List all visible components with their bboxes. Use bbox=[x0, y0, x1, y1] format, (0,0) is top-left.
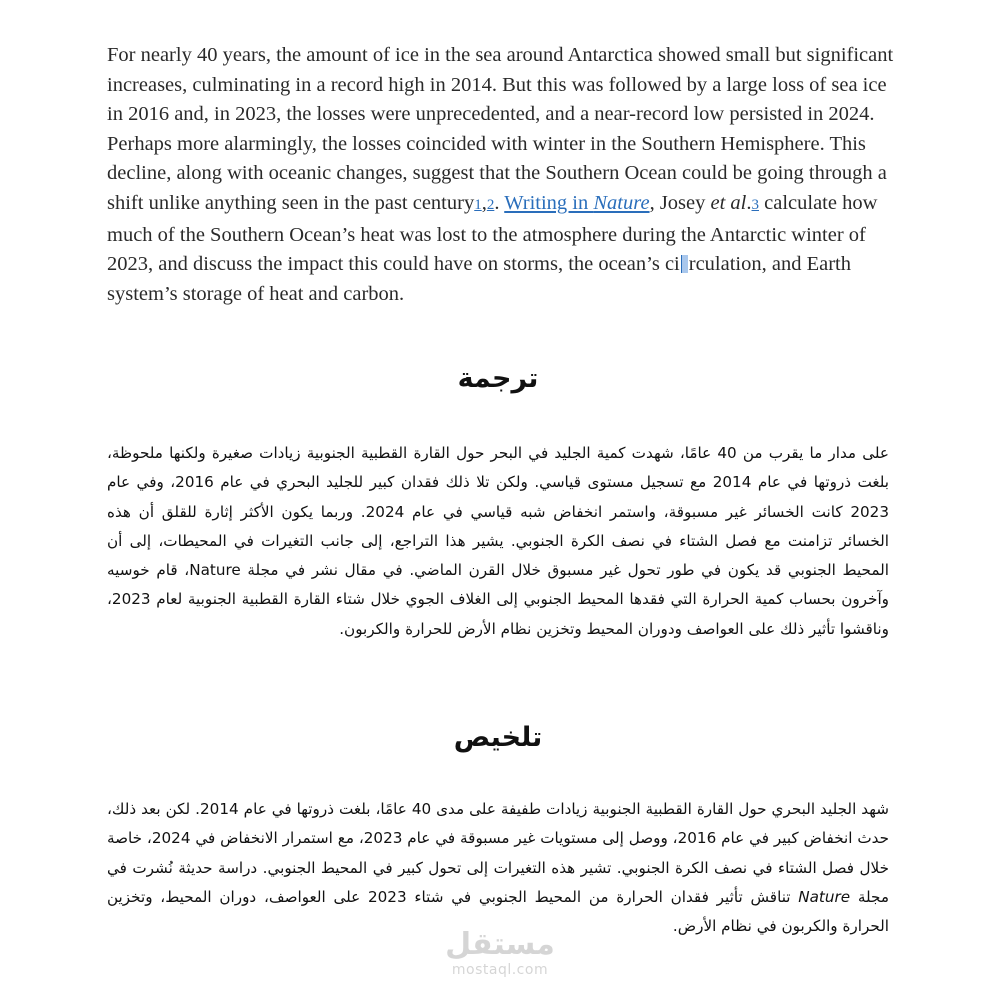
link-journal-name: Nature bbox=[593, 191, 650, 214]
english-text: , Josey bbox=[649, 191, 711, 214]
summary-text: شهد الجليد البحري حول القارة القطبية الجنوبية زيادات طفيفة على مدى 40 عامًا، بلغت ذروتها في عام 2014. لكن بعد ذلك، حدث انخفاض كبير في عام 2016، ووصل إلى مستويات غير مسبوقة في عام 2023، مع استمرار الانخفاض في 2024، خاصة خلال فصل الشتاء في نصف الكرة الجنوبي. تشير هذه التغيرات إلى تحول كبير في المحيط الجنوبي. دراسة حديثة نُشرت في مجلة bbox=[107, 800, 889, 906]
journal-name: Nature bbox=[798, 887, 851, 906]
reference-1-link[interactable]: 1 bbox=[474, 196, 482, 213]
text-cursor-icon bbox=[681, 255, 688, 273]
et-al-text: et al bbox=[710, 191, 747, 214]
reference-3-link[interactable]: 3 bbox=[751, 196, 759, 213]
english-paragraph bbox=[107, 41, 897, 309]
english-text: calculate how much of the Southern Ocean’s heat was lost to the atmosphere during the Antarctic winter of 2023, and discuss the impact this could have on storms, the ocean’s ci bbox=[107, 191, 878, 276]
link-text: Writing in bbox=[504, 191, 594, 214]
english-text: . bbox=[746, 191, 752, 214]
watermark-logo: مستقل bbox=[445, 927, 555, 962]
watermark-url: mostaql.com bbox=[451, 962, 549, 978]
mostaql-watermark bbox=[430, 928, 570, 988]
writing-in-nature-link[interactable] bbox=[504, 192, 649, 214]
translation-heading: ترجمة bbox=[457, 363, 539, 394]
summary-text: تناقش تأثير فقدان الحرارة من المحيط الجنوبي في شتاء 2023 على العواصف، دوران المحيط، وتخزين الحرارة والكربون في نظام الأرض. bbox=[107, 887, 889, 936]
english-text: rculation, and Earth system’s storage of heat and carbon. bbox=[107, 253, 851, 305]
english-text: For nearly 40 years, the amount of ice in the sea around Antarctica showed small but significant increases, culminating in a record high in 2014. But this was followed by a large loss of sea ice in 2016 and, in 2023, the losses were unprecedented, and a near-record low persisted in 2024. Perhaps more alarmingly, the losses coincided with winter in the Southern Hemisphere. This decline, along with oceanic changes, suggest that the Southern Ocean could be going through a shift unlike anything seen in the past century bbox=[107, 44, 894, 214]
translation-paragraph: على مدار ما يقرب من 40 عامًا، شهدت كمية الجليد في البحر حول القارة القطبية الجنوبية زيادات صغيرة ولكنها ملحوظة، بلغت ذروتها في عام 2014 مع تسجيل مستوى قياسي. ولكن تلا ذلك فقدان كبير للجليد البحري في عام 2016، وفي عام 2023 كانت الخسائر غير مسبوقة، واستمر انخفاض شبه قياسي في عام 2024. وربما يكون الأكثر إثارة للقلق أن هذه الخسائر تزامنت مع فصل الشتاء في نصف الكرة الجنوبي. يشير هذا التراجع، إلى جانب التغيرات في المحيطات، إلى أن المحيط الجنوبي قد يكون في طور تحول غير مسبوق خلال القرن الماضي. في مقال نشر في مجلة Nature، قام خوسيه وآخرون بحساب كمية الحرارة التي فقدها المحيط الجنوبي إلى الغلاف الجوي خلال شتاء القارة القطبية الجنوبية لعام 2023، وناقشوا تأثير ذلك على العواصف ودوران المحيط وتخزين نظام الأرض للحرارة والكربون. bbox=[107, 444, 889, 638]
english-text: . bbox=[494, 191, 505, 214]
reference-2-link[interactable]: 2 bbox=[486, 196, 495, 213]
summary-heading: تلخيص bbox=[453, 722, 543, 753]
reference-separator: , bbox=[481, 191, 487, 214]
summary-paragraph bbox=[107, 795, 889, 941]
